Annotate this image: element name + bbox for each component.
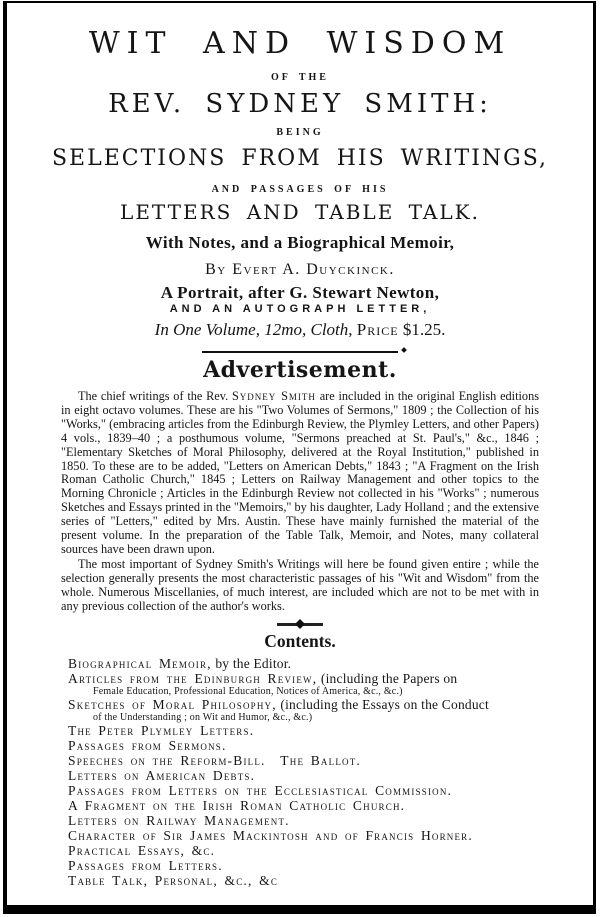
price-label: Price xyxy=(356,320,399,339)
contents-heading: Contents. xyxy=(264,630,336,651)
contents-item-title: Sketches of Moral Philosophy, xyxy=(68,697,277,712)
contents-item-title: Practical Essays, &c. xyxy=(68,843,216,858)
contents-item xyxy=(68,697,553,723)
contents-item-title: Biographical Memoir, xyxy=(68,656,212,671)
contents-item xyxy=(68,656,553,671)
para1-lead: The chief writings of the Rev. xyxy=(78,389,232,403)
author-title-line: REV. SYDNEY SMITH: xyxy=(108,89,492,119)
contents-item xyxy=(68,753,553,768)
contents-item-title: The Peter Plymley Letters. xyxy=(68,723,255,738)
book-page xyxy=(3,1,596,914)
of-the-line: OF THE xyxy=(271,72,329,83)
being-line: BEING xyxy=(276,127,324,138)
edition-format: In One Volume, 12mo, Cloth, xyxy=(154,320,353,339)
contents-item xyxy=(68,783,553,798)
advertisement-paragraph-2: The most important of Sydney Smith's Writings will here be found given entire ; while the selection generally presents the most characteristic passages of his "Wit and Wisdom" from the whole. Numerous Miscellanies, of much interest, are included which are not to be met with in any previous collection of the author's works. xyxy=(61,556,539,613)
contents-item xyxy=(68,798,553,813)
contents-item-title: A Fragment on the Irish Roman Catholic Church. xyxy=(68,798,406,813)
advertisement-heading: Advertisement. xyxy=(203,357,397,383)
contents-item xyxy=(68,768,553,783)
diamond-divider xyxy=(277,623,323,626)
contents-item-title: Passages from Letters. xyxy=(68,858,223,873)
asterisk-ornament-icon xyxy=(401,347,407,353)
contents-item-title: Letters on American Debts. xyxy=(68,768,256,783)
contents-item-continuation: of the Understanding ; on Wit and Humor, &c., &c.) xyxy=(93,712,313,723)
book-title: WIT AND WISDOM xyxy=(88,26,512,61)
contents-item xyxy=(68,873,553,888)
contents-list xyxy=(7,656,593,888)
letters-table-talk-line: LETTERS AND TABLE TALK. xyxy=(120,200,480,224)
contents-item xyxy=(68,738,553,753)
portrait-line: A Portrait, after G. Stewart Newton, xyxy=(160,283,440,302)
contents-item-detail: (including the Essays on the Conduct xyxy=(276,697,489,712)
para1-rest: are included in the original English editions in eight octavo volumes. These are his "Two Volumes of Sermons," 1809 ; the Collection of his "Works," (embracing articles from the Edinburgh Review, the Plymley Letters, and other Papers) 4 vols., 1839–40 ; a posthumous volume, "Sermons preached at St. Paul's," &c., 1846 ; "Elementary Sketches of Moral Philosophy, delivered at the Royal Institution," published in 1850. To these are to be added, "Letters on American Debts," 1843 ; "A Fragment on the Irish Roman Catholic Church," 1845 ; Letters on Railway Management and other topics to the Morning Chronicle ; Articles in the Edinburgh Review not collected in his "Works" ; numerous Sketches and Essays printed in the "Memoirs," by his daughter, Lady Holland ; and the extensive series of "Letters," edited by Mrs. Austin. These have mainly furnished the material of the present volume. In the preparation of the Table Talk, Memoir, and Notes, many collateral sources have been drawn upon. xyxy=(61,389,540,556)
diamond-ornament-icon xyxy=(295,619,305,629)
contents-item-title: Passages from Sermons. xyxy=(68,738,227,753)
edition-price-line xyxy=(7,321,593,338)
contents-item-title: Table Talk, Personal, &c., &c xyxy=(68,873,279,888)
contents-item-title: Letters on Railway Management. xyxy=(68,813,290,828)
autograph-line: AND AN AUTOGRAPH LETTER, xyxy=(169,303,431,315)
passages-line: AND PASSAGES OF HIS xyxy=(211,184,389,195)
contents-item-detail: (including the Papers on xyxy=(317,671,458,686)
contents-item xyxy=(68,843,553,858)
contents-item-title: Speeches on the Reform-Bill. The Ballot. xyxy=(68,753,362,768)
divider-rule xyxy=(202,351,398,353)
notes-memoir-line: With Notes, and a Biographical Memoir, xyxy=(145,233,455,252)
contents-item xyxy=(68,723,553,738)
contents-item xyxy=(68,828,553,843)
contents-item-title: Character of Sir James Mackintosh and of Francis Horner. xyxy=(68,828,473,843)
contents-item xyxy=(68,813,553,828)
contents-item-title: Articles from the Edinburgh Review, xyxy=(68,671,318,686)
selections-line: SELECTIONS FROM HIS WRITINGS, xyxy=(51,146,548,171)
contents-item xyxy=(68,671,553,697)
contents-item-continuation: Female Education, Professional Education, Notices of America, &c., &c.) xyxy=(93,686,403,697)
contents-item-title: Passages from Letters on the Ecclesiastical Commission. xyxy=(68,783,453,798)
contents-item xyxy=(68,858,553,873)
advertisement-paragraph-1 xyxy=(61,390,539,557)
editor-byline: By Evert A. Duyckinck. xyxy=(205,261,395,278)
title-block xyxy=(7,26,593,339)
price-value: $1.25. xyxy=(402,320,446,339)
para1-author-name: Sydney Smith xyxy=(231,389,316,403)
contents-item-detail: by the Editor. xyxy=(211,656,292,671)
